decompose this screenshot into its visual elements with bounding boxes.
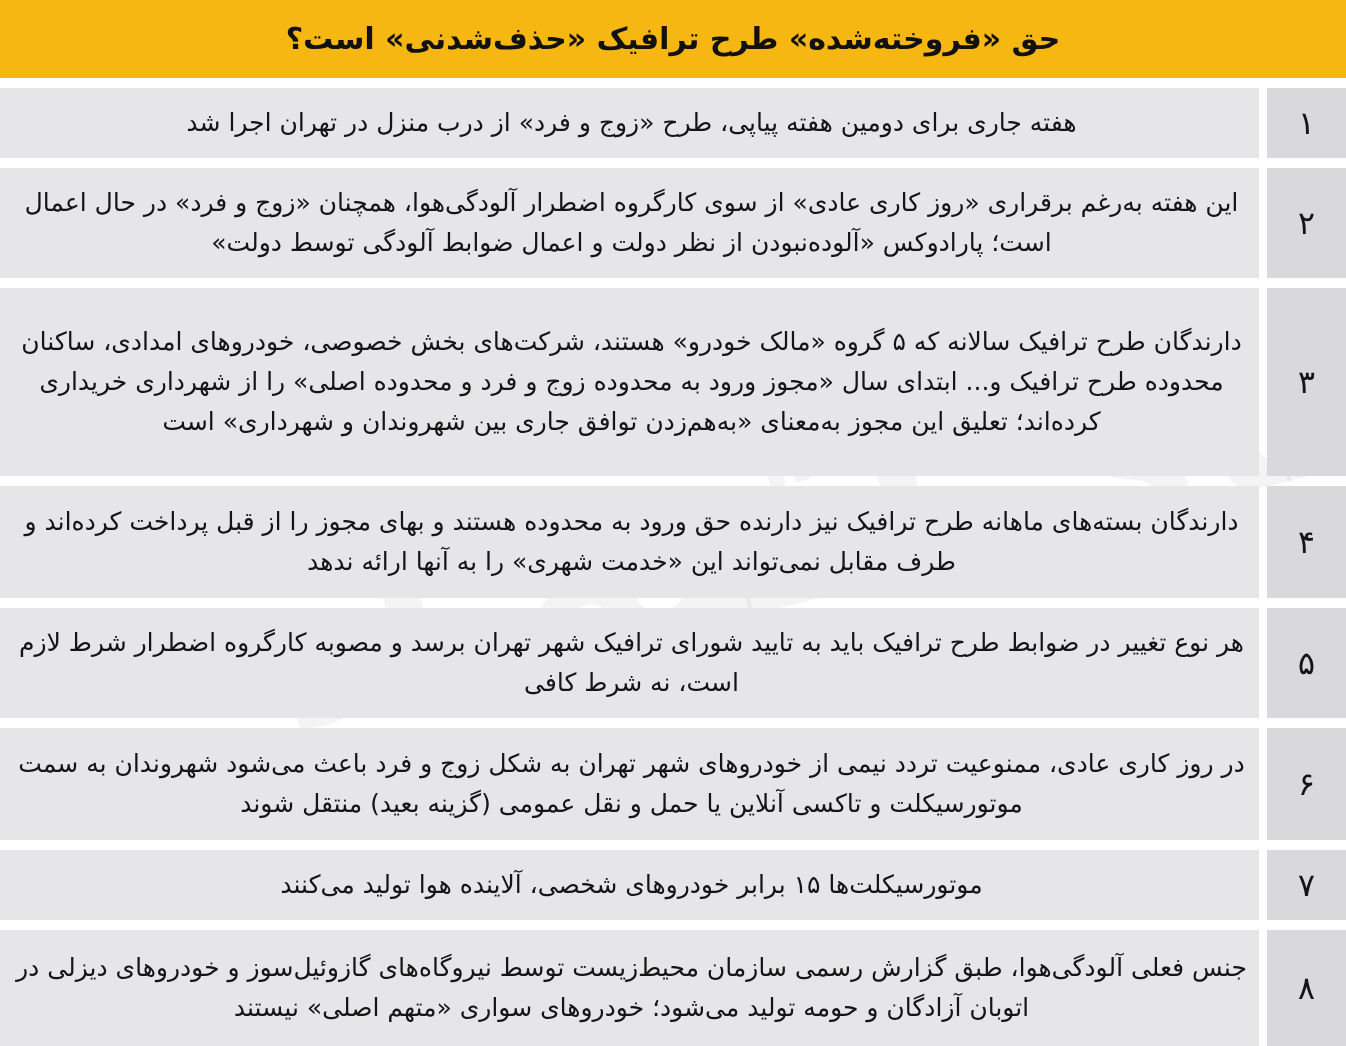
row-number: ۲ xyxy=(1297,204,1316,242)
row-text: دارندگان طرح ترافیک سالانه که ۵ گروه «مالک خودرو» هستند، شرکت‌های بخش خصوصی، خودروهای امدادی، ساکنان محدوده طرح ترافیک و... ابتدای سال «مجوز ورود به محدوده زوج و فرد و محدوده اصلی» را از شهرداری خریداری کرده‌اند؛ تعلیق این مجوز به‌معنای «به‌هم‌زدن توافق جاری بین شهروندان و شهرداری» است xyxy=(21,327,1242,436)
row-number-cell xyxy=(1267,88,1346,158)
row-text-cell xyxy=(0,608,1259,718)
row-text-cell xyxy=(0,88,1259,158)
row-text-cell xyxy=(0,168,1259,278)
table-row xyxy=(0,88,1346,158)
row-number: ۵ xyxy=(1297,644,1316,682)
row-text: این هفته به‌رغم برقراری «روز کاری عادی» از سوی کارگروه اضطرار آلودگی‌هوا، همچنان «زوج و فرد» در حال اعمال است؛ پارادوکس «آلوده‌نبودن از نظر دولت و اعمال ضوابط آلودگی توسط دولت» xyxy=(24,188,1239,257)
row-text: موتورسیکلت‌ها ۱۵ برابر خودروهای شخصی، آلاینده هوا تولید می‌کنند xyxy=(280,870,983,899)
row-number: ۶ xyxy=(1297,765,1316,803)
row-text-cell xyxy=(0,728,1259,840)
row-text: هر نوع تغییر در ضوابط طرح ترافیک باید به تایید شورای ترافیک شهر تهران برسد و مصوبه کارگروه اضطرار شرط لازم است، نه شرط کافی xyxy=(19,628,1244,697)
row-text-cell xyxy=(0,850,1259,920)
row-text: در روز کاری عادی، ممنوعیت تردد نیمی از خودروهای شهر تهران به شکل زوج و فرد باعث می‌شود شهروندان به سمت موتورسیکلت و تاکسی آنلاین یا حمل و نقل عمومی (گزینه بعید) منتقل شوند xyxy=(18,749,1245,818)
row-number-cell xyxy=(1267,168,1346,278)
table-row xyxy=(0,728,1346,840)
row-number-cell xyxy=(1267,850,1346,920)
row-number-cell xyxy=(1267,486,1346,598)
table-header xyxy=(0,0,1346,78)
row-text: جنس فعلی آلودگی‌هوا، طبق گزارش رسمی سازمان محیط‌زیست توسط نیروگاه‌های گازوئیل‌سوز و خودروهای دیزلی در اتوبان آزادگان و حومه تولید می‌شود؛ خودروهای سواری «متهم اصلی» نیستند xyxy=(16,953,1247,1022)
row-number-cell xyxy=(1267,608,1346,718)
table-row xyxy=(0,168,1346,278)
page-title: حق «فروخته‌شده» طرح ترافیک «حذف‌شدنی» است؟ xyxy=(285,21,1061,57)
row-number: ۷ xyxy=(1297,866,1316,904)
row-number-cell xyxy=(1267,728,1346,840)
row-number: ۱ xyxy=(1297,104,1316,142)
table-row xyxy=(0,850,1346,920)
table-row xyxy=(0,608,1346,718)
row-number-cell xyxy=(1267,288,1346,476)
table-row xyxy=(0,486,1346,598)
row-text-cell xyxy=(0,288,1259,476)
row-text-cell xyxy=(0,486,1259,598)
row-text: دارندگان بسته‌های ماهانه طرح ترافیک نیز دارنده حق ورود به محدوده هستند و بهای مجوز را از قبل پرداخت کرده‌اند و طرف مقابل نمی‌تواند این «خدمت شهری» را به آنها ارائه ندهد xyxy=(24,507,1239,576)
row-number: ۸ xyxy=(1297,969,1316,1007)
row-number: ۳ xyxy=(1297,363,1316,401)
row-text: هفته جاری برای دومین هفته پیاپی، طرح «زوج و فرد» از درب منزل در تهران اجرا شد xyxy=(186,108,1077,137)
row-text-cell xyxy=(0,930,1259,1046)
table-row xyxy=(0,288,1346,476)
table-row xyxy=(0,930,1346,1046)
row-number-cell xyxy=(1267,930,1346,1046)
row-number: ۴ xyxy=(1297,523,1316,561)
